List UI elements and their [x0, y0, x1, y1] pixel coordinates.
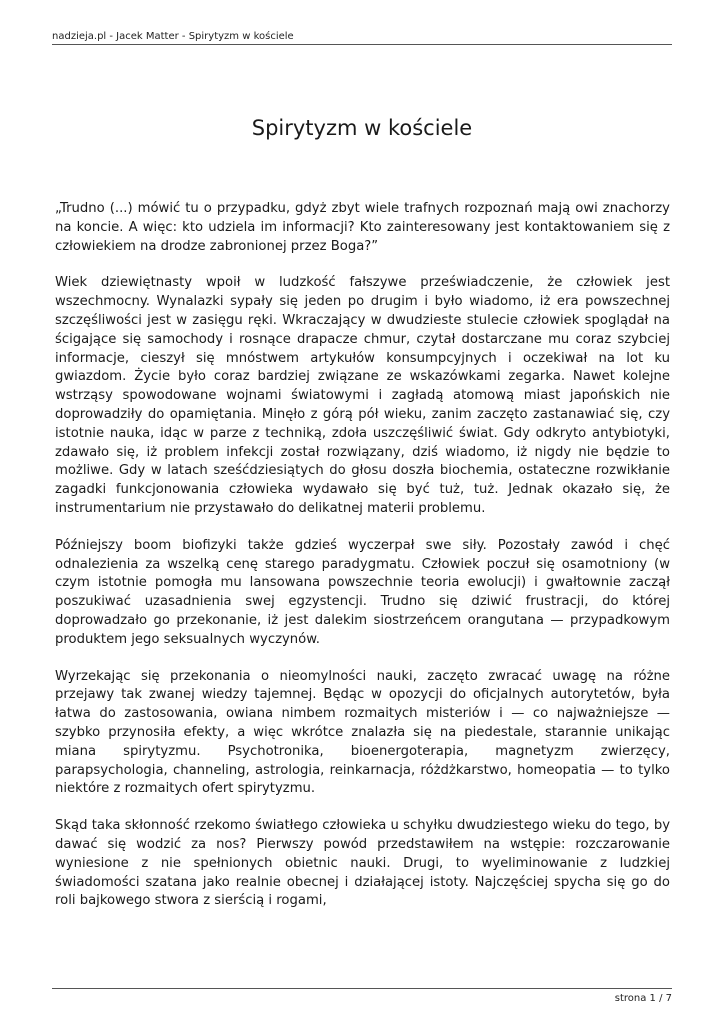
- document-title: Spirytyzm w kościele: [251, 116, 473, 140]
- paragraph-quote: „Trudno (...) mówić tu o przypadku, gdyż zbyt wiele trafnych rozpoznań mają owi znachorzy na koncie. A więc: kto udziela im informacji? Kto zainteresowany jest kontaktowaniem się z człowiekiem na drodze zabronionej przez Boga?”: [55, 201, 670, 254]
- paragraph: Wyrzekając się przekonania o nieomylności nauki, zaczęto zwracać uwagę na różne przejawy tak zwanej wiedzy tajemnej. Będąc w opozycji do oficjalnych autorytetów, była łatwa do zastosowania, owiana nimbem rozmaitych misteriów i — co najważniejsze — szybko przynosiła efekty, a więc wkrótce znalazła się na piedestale, starannie unikając miana spirytyzmu. Psychotronika, bioenergoterapia, magnetyzm zwierzęcy, parapsychologia, channeling, astrologia, reinkarnacja, różdżkarstwo, homeopatia — to tylko niektóre z rozmaitych ofert spirytyzmu.: [55, 668, 670, 797]
- page-number: strona 1 / 7: [614, 993, 672, 1004]
- paragraph: Skąd taka skłonność rzekomo światłego człowieka u schyłku dwudziestego wieku do tego, by dawać się wodzić za nos? Pierwszy powód przedstawiłem na wstępie: rozczarowanie wyniesione z nie spełnionych obietnic nauki. Drugi, to wyeliminowanie z ludzkiej świadomości szatana jako realnie obecnej i działającej istoty. Najczęściej spycha się go do roli bajkowego stwora z sierścią i rogami,: [55, 818, 670, 909]
- footer-divider: [52, 988, 672, 989]
- page-header: nadzieja.pl - Jacek Matter - Spirytyzm w kościele: [52, 31, 294, 42]
- paragraph: Późniejszy boom biofizyki także gdzieś wyczerpał swe siły. Pozostały zawód i chęć odnalezienia za wszelką cenę starego paradygmatu. Człowiek poczuł się osamotniony (w czym istotnie pomogła mu lansowana powszechnie teoria ewolucji) i gwałtownie zaczął poszukiwać uzasadnienia swej egzystencji. Trudno się dziwić frustracji, do której doprowadzało go przekonanie, iż jest dalekim siostrzeńcem orangutana — przypadkowym produktem jego seksualnych wyczynów.: [55, 537, 670, 647]
- document-body: [55, 200, 670, 929]
- header-divider: [52, 44, 672, 45]
- paragraph: Wiek dziewiętnasty wpoił w ludzkość fałszywe przeświadczenie, że człowiek jest wszechmocny. Wynalazki sypały się jeden po drugim i było wiadomo, iż era powszechnej szczęśliwości jest w zasięgu ręki. Wkraczający w dwudzieste stulecie człowiek spoglądał na ścigające się samochody i rosnące drapacze chmur, czytał dostarczane mu coraz szybciej informacje, cieszył się mnóstwem artykułów konsumpcyjnych i oczekiwał na lot ku gwiazdom. Życie było coraz bardziej związane ze wskazówkami zegarka. Nawet kolejne wstrząsy spowodowane wojnami światowymi i zagładą atomową miast japońskich nie doprowadziły do opamiętania. Minęło z górą pół wieku, zanim zaczęto zastanawiać się, czy istotnie nauka, idąc w parze z techniką, zdoła uszczęśliwić świat. Gdy odkryto antybiotyki, zdawało się, iż problem infekcji został rozwiązany, dziś wiadomo, iż nigdy nie będzie to możliwe. Gdy w latach sześćdziesiątych do głosu doszła biochemia, ostateczne rozwikłanie zagadki funkcjonowania człowieka wydawało się być tuż, tuż. Jednak okazało się, że instrumentarium nie przystawało do delikatnej materii problemu.: [55, 275, 670, 516]
